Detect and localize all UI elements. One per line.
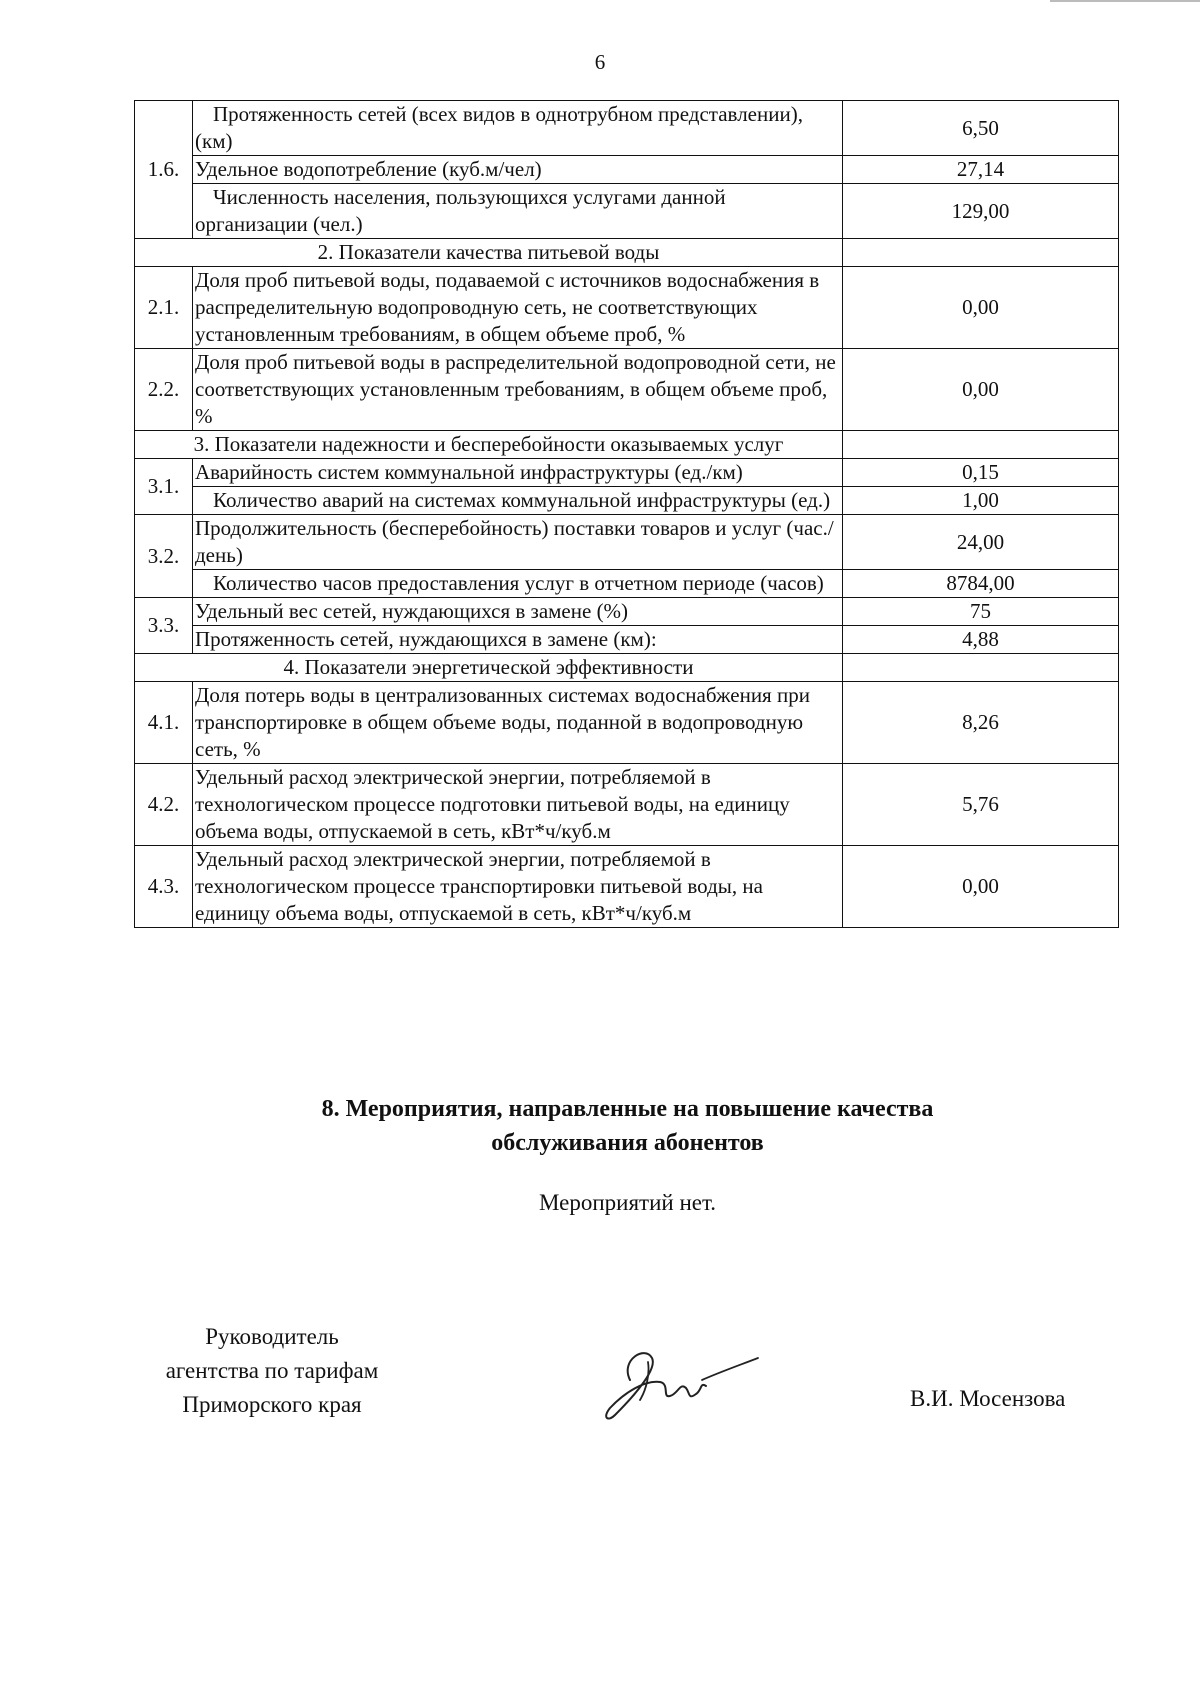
row-number: 1.6. — [135, 101, 193, 239]
signer-position-line3: Приморского края — [182, 1392, 362, 1417]
section-value-cell — [843, 239, 1119, 267]
table-row — [135, 101, 1119, 156]
table-row — [135, 682, 1119, 764]
row-number: 2.1. — [135, 267, 193, 349]
indicator-value: 1,00 — [843, 487, 1119, 515]
indicator-name: Количество часов предоставления услуг в отчетном периоде (часов) — [193, 570, 843, 598]
table-row — [135, 846, 1119, 928]
row-number: 4.3. — [135, 846, 193, 928]
section-row — [135, 239, 1119, 267]
signer-position-line2: агентства по тарифам — [165, 1358, 379, 1383]
indicator-value: 6,50 — [843, 101, 1119, 156]
row-number: 3.1. — [135, 459, 193, 515]
indicator-name: Протяженность сетей (всех видов в однотрубном представлении), (км) — [193, 101, 843, 156]
indicator-name: Аварийность систем коммунальной инфраструктуры (ед./км) — [193, 459, 843, 487]
indicator-name: Численность населения, пользующихся услугами данной организации (чел.) — [193, 184, 843, 239]
indicator-value: 0,00 — [843, 267, 1119, 349]
indicators-table-body — [135, 101, 1119, 928]
section-8-heading-line1: 8. Мероприятия, направленные на повышение качества — [321, 1096, 934, 1122]
indicator-value: 75 — [843, 598, 1119, 626]
row-number: 3.3. — [135, 598, 193, 654]
indicator-name: Протяженность сетей, нуждающихся в замене (км): — [193, 626, 843, 654]
section-8-heading-line2: обслуживания абонентов — [491, 1130, 764, 1156]
table-row — [135, 184, 1119, 239]
indicator-value: 0,15 — [843, 459, 1119, 487]
table-row — [135, 156, 1119, 184]
row-number: 4.2. — [135, 764, 193, 846]
indicator-name: Удельный вес сетей, нуждающихся в замене (%) — [193, 598, 843, 626]
indicator-name: Количество аварий на системах коммунальной инфраструктуры (ед.) — [193, 487, 843, 515]
table-row — [135, 764, 1119, 846]
indicator-name: Доля потерь воды в централизованных системах водоснабжения при транспортировке в общем объеме воды, поданной в водопроводную сеть, % — [193, 682, 843, 764]
indicator-value: 27,14 — [843, 156, 1119, 184]
indicator-name: Удельный расход электрической энергии, потребляемой в технологическом процессе транспортировки питьевой воды, на единицу объема воды, отпускаемой в сеть, кВт*ч/куб.м — [193, 846, 843, 928]
indicators-table — [134, 100, 1119, 928]
section-8-text: Мероприятий нет. — [538, 1190, 717, 1215]
indicator-value: 4,88 — [843, 626, 1119, 654]
table-row — [135, 267, 1119, 349]
handwritten-signature — [590, 1320, 760, 1430]
table-row — [135, 349, 1119, 431]
row-number: 3.2. — [135, 515, 193, 598]
table-row — [135, 598, 1119, 626]
section-8-heading — [0, 1092, 1200, 1160]
section-value-cell — [843, 654, 1119, 682]
section-title: 3. Показатели надежности и бесперебойности оказываемых услуг — [135, 431, 843, 459]
section-row — [135, 654, 1119, 682]
indicator-name: Доля проб питьевой воды, подаваемой с источников водоснабжения в распределительную водопроводную сеть, не соответствующих установленным требованиям, в общем объеме проб, % — [193, 267, 843, 349]
indicator-name: Удельный расход электрической энергии, потребляемой в технологическом процессе подготовки питьевой воды, на единицу объема воды, отпускаемой в сеть, кВт*ч/куб.м — [193, 764, 843, 846]
signer-position — [122, 1320, 422, 1422]
section-value-cell — [843, 431, 1119, 459]
table-row — [135, 570, 1119, 598]
indicator-value: 0,00 — [843, 349, 1119, 431]
section-title: 2. Показатели качества питьевой воды — [135, 239, 843, 267]
indicator-name: Продолжительность (бесперебойность) поставки товаров и услуг (час./день) — [193, 515, 843, 570]
row-number: 4.1. — [135, 682, 193, 764]
row-number: 2.2. — [135, 349, 193, 431]
indicator-value: 8784,00 — [843, 570, 1119, 598]
indicator-value: 5,76 — [843, 764, 1119, 846]
table-row — [135, 515, 1119, 570]
section-row — [135, 431, 1119, 459]
indicator-value: 24,00 — [843, 515, 1119, 570]
indicator-value: 8,26 — [843, 682, 1119, 764]
indicator-name: Удельное водопотребление (куб.м/чел) — [193, 156, 843, 184]
section-title: 4. Показатели энергетической эффективности — [135, 654, 843, 682]
scan-edge-mark — [1050, 0, 1200, 2]
table-row — [135, 459, 1119, 487]
table-row — [135, 487, 1119, 515]
signer-name: В.И. Мосензова — [910, 1386, 1066, 1411]
page-number: 6 — [594, 50, 606, 74]
indicator-value: 129,00 — [843, 184, 1119, 239]
signer-position-line1: Руководитель — [205, 1324, 339, 1349]
indicator-name: Доля проб питьевой воды в распределительной водопроводной сети, не соответствующих установленным требованиям, в общем объеме проб, % — [193, 349, 843, 431]
table-row — [135, 626, 1119, 654]
indicator-value: 0,00 — [843, 846, 1119, 928]
